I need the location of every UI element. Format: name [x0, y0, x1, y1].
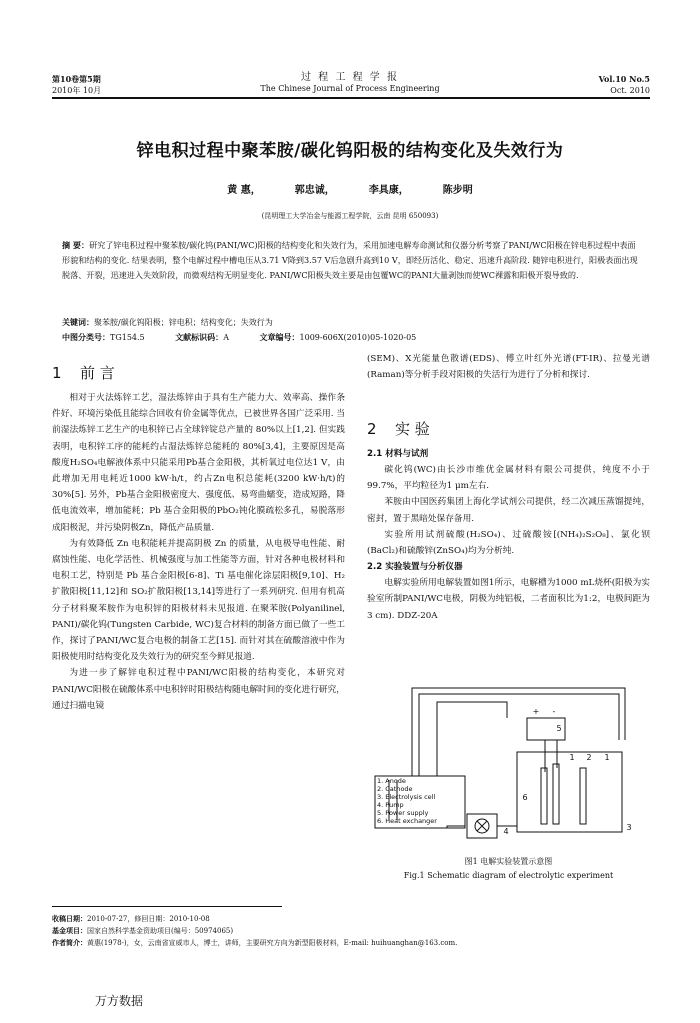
doc-code-value: A — [223, 333, 229, 342]
left-column — [52, 390, 345, 714]
paragraph: 碳化钨(WC)由长沙市维优金属材料有限公司提供，纯度不小于99.7%，平均粒径为1 μm左右. — [367, 465, 650, 492]
footnote-label: 基金项目： — [52, 926, 87, 935]
footnote-text: 2010-07-27，修回日期：2010-10-08 — [87, 915, 210, 923]
clc-value: TG154.5 — [110, 333, 145, 342]
author: 李具康， — [368, 185, 409, 196]
footnote-label: 收稿日期： — [52, 914, 87, 923]
legend-item: 3. Electrolysis cell — [377, 793, 436, 801]
header-rule — [52, 97, 650, 99]
volume-number: Vol.10 No.5 — [598, 74, 650, 84]
paragraph: 为有效降低 Zn 电积能耗并提高阴极 Zn 的质量，从电极导电性能、耐腐蚀性能、电化学活性、机械强度与加工性能等方面，针对各种电极材料和电积工艺，特别是 Pb 基合金阳极[6-8]、Ti 基电催化涂层阳极[9,10]、H₂扩散阳极[11,12]和 SO₂扩散阳极[13,14]等进行了一系列研究. 但用有机高分子材料聚苯胺作为电积锌的阳极材料未见报道. 在聚苯胺(Polyanilinel, PANI)/碳化钨(Tungsten Carbide, WC)复合材料的制备方面已做了一些工作，探讨了PANI/WC复合电极的制备工艺[15]. 而针对其在硫酸溶液中作为阳极使用时结构变化及失效行为的研究至今鲜见报道. — [52, 538, 345, 663]
anode-plate — [580, 768, 586, 824]
journal-name — [200, 72, 500, 94]
footnote — [52, 925, 652, 937]
electrolysis-apparatus-figure — [367, 680, 650, 852]
journal-volume — [599, 74, 650, 96]
classification-line — [62, 330, 642, 345]
power-lead — [545, 740, 557, 772]
figure-label: 5 — [556, 724, 562, 733]
footnote — [52, 913, 652, 925]
subsection-heading: 2.1 材料与试剂 — [367, 449, 429, 459]
paragraph: 苯胺由中国医药集团上海化学试剂公司提供，经二次减压蒸馏提纯，密封，置于黑暗处保存备用. — [367, 497, 650, 524]
clc-label: 中图分类号： — [62, 333, 110, 342]
pipe — [412, 688, 625, 776]
figure-label: 2 — [586, 753, 592, 762]
legend-item: 2. Cathode — [377, 785, 413, 793]
anode-plate — [541, 768, 547, 824]
paragraph: 相对于火法炼锌工艺，湿法炼锌由于具有生产能力大、效率高、操作条件好、环境污染低且能综合回收有价金属等优点，已被世界各国广泛采用. 当前湿法炼锌工艺生产的电积锌已占全球锌锭总产量的 80%以上[1,2]. 但实践表明，电积锌工序的能耗约占湿法炼锌总能耗的 80%[3,4]，主要原因是高酸度H₂SO₄电解液体系中只能采用Pb基合金阳极，其析氧过电位达1 V，由此增加无用电耗近1000 kW·h/t，约占Zn电积总能耗(3200 kW·h/t)的30%[5]. 另外，Pb基合金阳极密度大、强度低、易弯曲蠕变，造成短路，降低电流效率，增加能耗；Pb 基合金阳极的PbO₂钝化膜疏松多孔，易脱落形成阳极泥，并污染阴极Zn，降低产品质量. — [52, 393, 345, 533]
keywords-label: 关键词： — [62, 318, 94, 327]
keywords-text: 聚苯胺/碳化钨阳极；锌电积；结构变化；失效行为 — [94, 318, 273, 327]
section-title: 前 言 — [80, 364, 115, 382]
author: 黄 惠， — [227, 185, 261, 196]
article-number-value: 1009-606X(2010)05-1020-05 — [299, 333, 417, 342]
abstract-label: 摘 要： — [62, 240, 90, 250]
legend-item: 4. Pump — [377, 801, 404, 809]
pipe — [437, 702, 507, 776]
pipe — [419, 694, 619, 776]
paragraph: (SEM)、X光能量色散谱(EDS)、傅立叶红外光谱(FT-IR)、拉曼光谱(Raman)等分析手段对阳极的失活行为进行了分析和探讨. — [367, 354, 650, 381]
electrolysis-cell — [517, 752, 622, 832]
legend-item: 5. Power supply — [377, 809, 429, 817]
paragraph: 为进一步了解锌电积过程中PANI/WC阳极的结构变化，本研究对PANI/WC阳极在硫酸体系中电积锌时阳极结构随电解时间的变化进行研究，通过扫描电镜 — [52, 668, 345, 711]
footnotes — [52, 913, 652, 949]
right-column-body — [367, 446, 650, 624]
section-heading-2 — [367, 418, 430, 439]
figure-label: 3 — [626, 823, 632, 832]
issue-volume: 第10卷第5期 — [52, 74, 101, 84]
section-number: 2 — [367, 420, 377, 438]
legend-item: 1. Anode — [377, 777, 406, 785]
figure-caption — [367, 855, 650, 883]
footnote — [52, 937, 652, 949]
figure-label: + — [532, 707, 540, 716]
figure-caption-en: Fig.1 Schematic diagram of electrolytic experiment — [403, 871, 614, 880]
paragraph: 实验所用试剂硫酸(H₂SO₄)、过硫酸铵[(NH₄)₂S₂O₈]、氯化钡(BaCl₂)和硫酸锌(ZnSO₄)均为分析纯. — [367, 529, 650, 557]
article-number-label: 文章编号： — [259, 333, 300, 342]
affiliation: (昆明理工大学冶金与能源工程学院，云南 昆明 650093) — [261, 212, 439, 220]
footnote-rule — [52, 906, 282, 907]
paragraph: 电解实验所用电解装置如图1所示，电解槽为1000 mL烧杯(阳极为实验室所制PANI/WC电极，阴极为纯铝板，二者面积比为1:2，电极间距为3 cm). DDZ-20A — [367, 578, 650, 621]
footnote-text: 国家自然科学基金资助项目(编号：50974065) — [87, 927, 234, 935]
figure-label: - — [552, 707, 556, 716]
figure-label: 1 — [604, 753, 610, 762]
cathode-plate — [553, 764, 559, 824]
figure-label: 4 — [503, 827, 509, 836]
figure-caption-cn: 图1 电解实验装置示意图 — [464, 857, 553, 866]
section-heading-1 — [52, 362, 115, 383]
watermark: 万方数据 — [95, 994, 144, 1008]
footnote-text: 黄惠(1978-)，女，云南省宣威市人，博士，讲师，主要研究方向为新型阳极材料，E-mail: huihuanghan@163.com. — [87, 939, 458, 947]
section-number: 1 — [52, 364, 62, 382]
footnote-label: 作者简介： — [52, 938, 87, 947]
issue-date: 2010年 10月 — [52, 86, 102, 95]
volume-date: Oct. 2010 — [610, 86, 650, 95]
legend-item: 6. Heat exchanger — [377, 817, 437, 825]
abstract — [62, 238, 642, 283]
author: 陈步明 — [442, 185, 473, 196]
figure-label: 1 — [569, 753, 575, 762]
abstract-text: 研究了锌电积过程中聚苯胺/碳化钨(PANI/WC)阳极的结构变化和失效行为，采用加速电解寿命测试和仪器分析考察了PANI/WC阳极在锌电积过程中表面形貌和结构的变化. 结果表明，整个电解过程中槽电压从3.71 V降到3.57 V后急剧升高到10 V，即经历活化、稳定、迅速升高阶段. 随锌电积进行，阳极表面出现脱落、开裂，迅速进入失效阶段，而微观结构无明显变化. PANI/WC阳极失效主要是由包覆WC的PANI大量剥蚀而使WC裸露和阳极开裂导致的. — [62, 240, 638, 280]
subsection-heading: 2.2 实验装置与分析仪器 — [367, 562, 463, 573]
paper-title: 锌电积过程中聚苯胺/碳化钨阳极的结构变化及失效行为 — [136, 141, 564, 161]
author: 郭忠诚， — [294, 185, 335, 196]
figure-label: 6 — [522, 793, 528, 802]
right-column — [367, 351, 650, 383]
keywords-block — [62, 315, 642, 345]
author-list — [0, 181, 700, 196]
journal-name-cn: 过 程 工 程 学 报 — [301, 72, 399, 83]
journal-issue — [52, 74, 101, 96]
doc-code-label: 文献标识码： — [175, 333, 224, 342]
journal-name-en: The Chinese Journal of Process Engineering — [260, 84, 440, 93]
section-title: 实 验 — [395, 420, 430, 438]
